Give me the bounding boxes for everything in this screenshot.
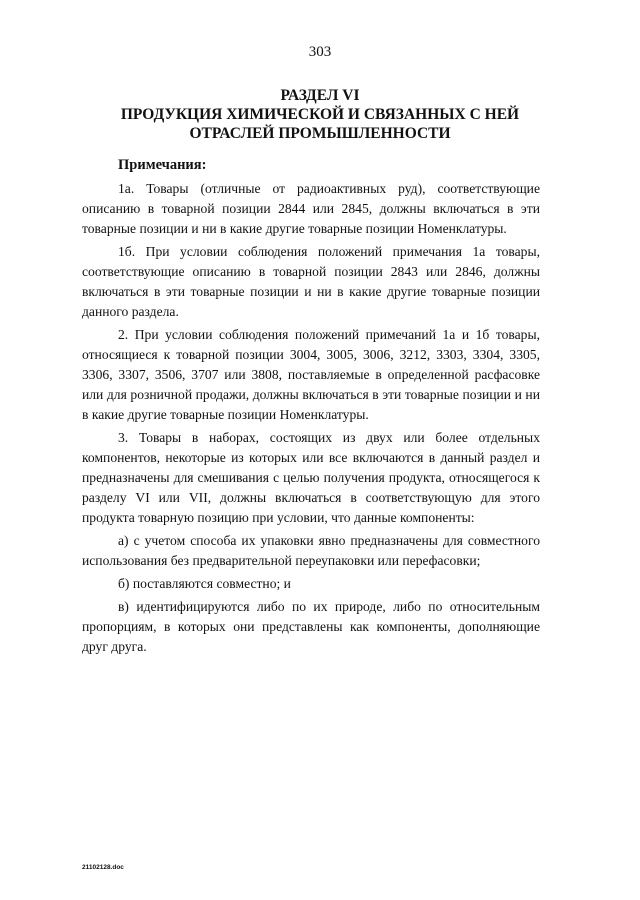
note-3a: а) с учетом способа их упаковки явно предназначены для совместного использования без предварительной переупаковки или перефасовки;	[82, 533, 540, 568]
notes-body	[82, 179, 540, 660]
section-title: ПРОДУКЦИЯ ХИМИЧЕСКОЙ И СВЯЗАННЫХ С НЕЙ ОТРАСЛЕЙ ПРОМЫШЛЕННОСТИ	[120, 106, 520, 142]
page-number: 303	[308, 44, 332, 60]
note-2: 2. При условии соблюдения положений примечаний 1а и 1б товары, относящиеся к товарной позиции 3004, 3005, 3006, 3212, 3303, 3304, 3305, 3306, 3307, 3506, 3707 или 3808, поставляемые в определенной расфасовке или для розничной продажи, должны включаться в эти товарные позиции и ни в какие другие товарные позиции Номенклатуры.	[82, 327, 540, 422]
note-3c: в) идентифицируются либо по их природе, либо по относительным пропорциям, в которых они представлены как компоненты, дополняющие друг друга.	[82, 599, 540, 654]
notes-label: Примечания:	[118, 157, 207, 173]
footer-filename: 21102128.doc	[82, 864, 124, 871]
note-1a: 1а. Товары (отличные от радиоактивных руд), соответствующие описанию в товарной позиции 2844 или 2845, должны включаться в эти товарные позиции и ни в какие другие товарные позиции Номенклатуры.	[82, 181, 540, 236]
note-1b: 1б. При условии соблюдения положений примечания 1а товары, соответствующие описанию в товарной позиции 2843 или 2846, должны включаться в эти товарные позиции и ни в какие другие товарные позиции данного раздела.	[82, 244, 540, 319]
section-label: РАЗДЕЛ VI	[280, 87, 360, 104]
note-3: 3. Товары в наборах, состоящих из двух или более отдельных компонентов, некоторые из которых или все включаются в данный раздел и предназначены для смешивания с целью получения продукта, относящегося к разделу VI или VII, должны включаться в соответствующую для этого продукта товарную позицию при условии, что данные компоненты:	[82, 430, 540, 525]
note-3b: б) поставляются совместно; и	[118, 576, 291, 591]
